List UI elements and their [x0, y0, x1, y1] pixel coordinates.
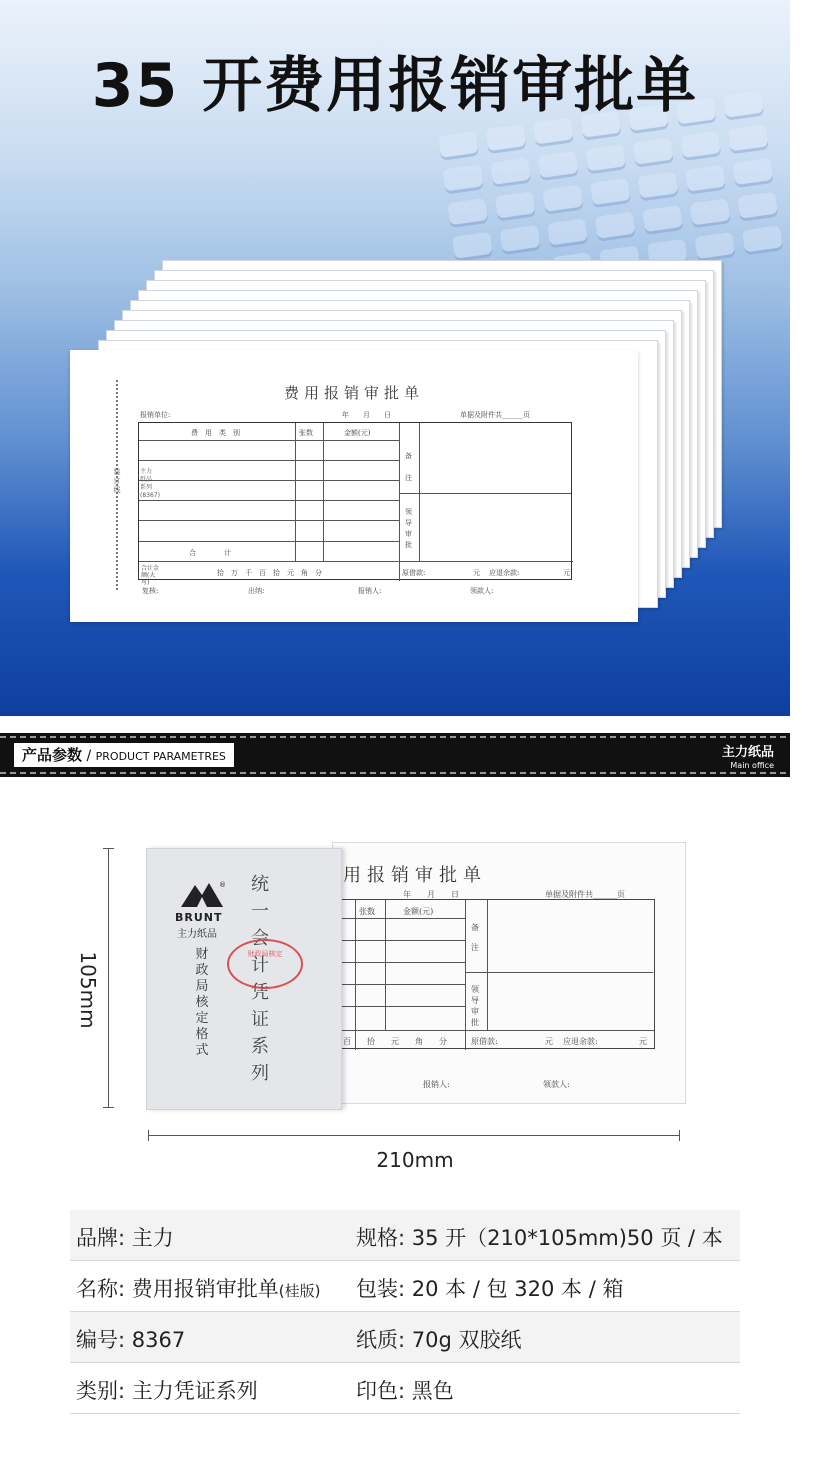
bar-stripe-top: [0, 736, 790, 738]
spec-row: [70, 1312, 740, 1363]
form-grid: [138, 422, 572, 586]
cover-brand-cn: 主力纸品: [177, 929, 217, 940]
keypad-key: [685, 165, 726, 192]
book-grid: [333, 899, 655, 1049]
book-count: 张数: [359, 907, 375, 916]
refund-yuan: 元: [563, 569, 570, 577]
brand-block: [722, 741, 774, 770]
keypad-key: [485, 124, 526, 151]
form-stack: [70, 255, 730, 635]
keypad-key: [737, 192, 778, 219]
book-caps: 百 拾 元 角 分: [343, 1037, 447, 1046]
keypad-key: [732, 158, 773, 185]
keypad-key: [500, 225, 541, 252]
book-yuan2: 元: [639, 1037, 647, 1046]
book-date: 年 月 日: [403, 890, 459, 899]
keypad-key: [538, 151, 579, 178]
date-label: 年 月 日: [342, 411, 391, 419]
spec-table: [70, 1210, 740, 1414]
sig-receiver: 领款人:: [470, 587, 494, 595]
width-dimension-line: [148, 1135, 680, 1136]
height-label: 105mm: [76, 951, 100, 1029]
keypad-key: [633, 138, 674, 165]
book-reporter: 报销人:: [423, 1080, 450, 1089]
book-advance: 原借款:: [471, 1037, 498, 1046]
sig-cashier: 出纳:: [248, 587, 265, 595]
keypad-key: [595, 212, 636, 239]
book-cover: [146, 848, 342, 1110]
spec-package: 包装: 20 本 / 包 320 本 / 箱: [356, 1277, 624, 1301]
keypad-key: [443, 164, 484, 191]
spec-ink: 印色: 黑色: [356, 1379, 454, 1403]
spec-row: [70, 1261, 740, 1312]
book-yuan1: 元: [545, 1037, 553, 1046]
cover-brand: BRUNT: [175, 911, 223, 924]
hero-title: 35 开费用报销审批单: [91, 51, 699, 121]
spec-brand: 品牌: 主力: [76, 1226, 174, 1250]
product-parameters-bar: [0, 733, 790, 777]
book-remark: 备 注: [471, 923, 487, 952]
refund-label: 应退余款:: [489, 569, 520, 577]
col-category: 费 用 类 别: [191, 429, 240, 437]
caps-units: 拾 万 千 百 拾 元 角 分: [217, 569, 322, 577]
caps-label: 合计金额(大写): [141, 565, 160, 586]
form-sheet-front: [70, 350, 638, 622]
cover-vertical-text-2: 统一会计凭证系列: [251, 874, 269, 1084]
section-label-en: PRODUCT PARAMETRES: [95, 750, 226, 763]
keypad-key: [490, 158, 531, 185]
book-attach: 单据及附件共______页: [545, 890, 625, 899]
bar-stripe-bottom: [0, 772, 790, 774]
open-book-page: [332, 842, 686, 1104]
col-count: 张数: [299, 429, 313, 437]
form-title: 费用报销审批单: [283, 384, 424, 402]
book-title: 用报销审批单: [343, 865, 487, 886]
spec-code: 编号: 8367: [76, 1328, 186, 1352]
spec-size: 规格: 35 开（210*105mm)50 页 / 本: [356, 1226, 723, 1250]
spec-category: 类别: 主力凭证系列: [76, 1379, 258, 1403]
product-photo: [146, 842, 686, 1108]
section-label: [14, 743, 234, 767]
sig-reporter: 报销人:: [358, 587, 382, 595]
keypad-key: [542, 185, 583, 212]
section-separator: /: [82, 748, 96, 764]
svg-text:®: ®: [219, 881, 226, 889]
brand-en: Main office: [730, 761, 774, 770]
keypad-key: [680, 131, 721, 158]
spec-name: 名称: 费用报销审批单(桂版): [76, 1277, 321, 1301]
keypad-key: [447, 198, 488, 225]
book-refund: 应退余款:: [563, 1037, 598, 1046]
sig-review: 复核:: [142, 587, 159, 595]
advance-label: 原借款:: [402, 569, 426, 577]
book-receiver: 领款人:: [543, 1080, 570, 1089]
keypad-key: [728, 124, 769, 151]
leader-label: 领导审批: [405, 508, 412, 549]
book-amount: 金额(元): [403, 907, 434, 916]
keypad-key: [742, 225, 783, 252]
total-label: 合 计: [189, 549, 231, 557]
cover-vertical-text-1: 财政局核定格式: [195, 947, 209, 1058]
keypad-key: [637, 171, 678, 198]
keypad-key: [590, 178, 631, 205]
spec-paper: 纸质: 70g 双胶纸: [356, 1328, 522, 1352]
advance-yuan: 元: [473, 569, 480, 577]
red-stamp: 财政局核定: [227, 939, 303, 989]
keypad-key: [690, 198, 731, 225]
keypad-key: [547, 218, 588, 245]
width-label: 210mm: [376, 1148, 454, 1172]
hero-banner: [0, 0, 790, 716]
keypad-key: [495, 191, 536, 218]
spec-row: [70, 1363, 740, 1414]
attach-label: 单据及附件共______页: [460, 411, 530, 419]
keypad-key: [585, 144, 626, 171]
spec-row: [70, 1210, 740, 1261]
binding-label: 装 订 线: [113, 468, 128, 494]
side-series-label: 主力 系列(8367): [140, 468, 160, 499]
keypad-key: [438, 131, 479, 158]
col-amount: 金额(元): [344, 429, 371, 437]
brunt-logo-icon: [179, 879, 225, 909]
brand-cn: 主力纸品: [721, 745, 774, 760]
height-dimension-line: [108, 848, 109, 1108]
remark-label: 备 注: [405, 452, 419, 482]
section-label-cn: 产品参数: [22, 746, 83, 764]
keypad-key: [642, 205, 683, 232]
unit-label: 报销单位:: [140, 411, 171, 419]
book-leader: 领导审批: [471, 985, 479, 1027]
